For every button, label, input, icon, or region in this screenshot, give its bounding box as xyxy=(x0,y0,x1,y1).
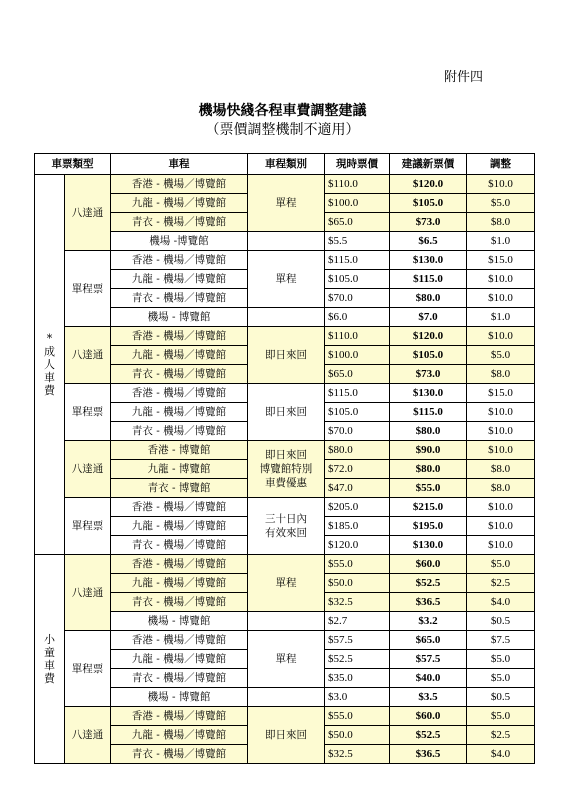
category-cell xyxy=(248,631,325,688)
section-label-char: 車 xyxy=(44,371,55,384)
table-row xyxy=(35,441,535,460)
new-fare-cell: $105.0 xyxy=(390,346,467,365)
header-adjustment: 調整 xyxy=(467,154,535,175)
adjustment-cell: $5.0 xyxy=(467,707,535,726)
adjustment-cell: $10.0 xyxy=(467,422,535,441)
current-fare-cell: $52.5 xyxy=(325,650,390,669)
new-fare-cell: $60.0 xyxy=(390,555,467,574)
table-header-row xyxy=(35,154,535,175)
category-cell xyxy=(248,555,325,612)
route-cell: 青衣 - 博覽館 xyxy=(111,479,248,498)
adjustment-cell: $4.0 xyxy=(467,593,535,612)
fare-table xyxy=(34,153,535,764)
new-fare-cell: $115.0 xyxy=(390,270,467,289)
ticket-type-cell: 八達通 xyxy=(65,555,111,631)
adjustment-cell: $15.0 xyxy=(467,251,535,270)
route-cell: 九龍 - 機場／博覽館 xyxy=(111,650,248,669)
current-fare-cell: $110.0 xyxy=(325,175,390,194)
route-cell: 香港 - 機場／博覽館 xyxy=(111,707,248,726)
section-label-char: 成 xyxy=(44,345,55,358)
category-line: 即日來回 xyxy=(265,349,307,361)
adjustment-cell: $10.0 xyxy=(467,175,535,194)
adjustment-cell: $10.0 xyxy=(467,289,535,308)
current-fare-cell: $185.0 xyxy=(325,517,390,536)
route-cell: 機場 -博覽館 xyxy=(111,232,248,251)
adjustment-cell: $8.0 xyxy=(467,365,535,384)
current-fare-cell: $57.5 xyxy=(325,631,390,650)
new-fare-cell: $65.0 xyxy=(390,631,467,650)
new-fare-cell: $36.5 xyxy=(390,593,467,612)
new-fare-cell: $36.5 xyxy=(390,745,467,764)
current-fare-cell: $2.7 xyxy=(325,612,390,631)
adjustment-cell: $5.0 xyxy=(467,346,535,365)
route-cell: 香港 - 機場／博覽館 xyxy=(111,498,248,517)
ticket-type-cell: 單程票 xyxy=(65,384,111,441)
new-fare-cell: $130.0 xyxy=(390,384,467,403)
category-line: 單程 xyxy=(275,273,297,285)
category-line: 即日來回 xyxy=(265,729,307,741)
category-cell-empty xyxy=(248,688,325,707)
adjustment-cell: $5.0 xyxy=(467,555,535,574)
adjustment-cell: $15.0 xyxy=(467,384,535,403)
new-fare-cell: $130.0 xyxy=(390,536,467,555)
adjustment-cell: $5.0 xyxy=(467,650,535,669)
current-fare-cell: $110.0 xyxy=(325,327,390,346)
ticket-type-cell: 八達通 xyxy=(65,441,111,498)
category-line: 即日來回 xyxy=(265,449,307,461)
route-cell: 青衣 - 機場／博覽館 xyxy=(111,536,248,555)
section-label-char: 車 xyxy=(44,659,55,672)
route-cell: 青衣 - 機場／博覽館 xyxy=(111,289,248,308)
current-fare-cell: $65.0 xyxy=(325,213,390,232)
section-label-char: 童 xyxy=(44,646,55,659)
table-row xyxy=(35,631,535,650)
route-cell: 青衣 - 機場／博覽館 xyxy=(111,593,248,612)
page-title: 機場快綫各程車費調整建議 xyxy=(198,103,367,119)
adjustment-cell: $2.5 xyxy=(467,726,535,745)
new-fare-cell: $57.5 xyxy=(390,650,467,669)
category-line: 單程 xyxy=(275,577,297,589)
current-fare-cell: $105.0 xyxy=(325,270,390,289)
table-row xyxy=(35,251,535,270)
new-fare-cell: $80.0 xyxy=(390,289,467,308)
route-cell: 機場 - 博覽館 xyxy=(111,612,248,631)
page-subtitle: （票價調整機制不適用） xyxy=(205,122,360,138)
header-ticket-type: 車票類型 xyxy=(35,154,111,175)
route-cell: 青衣 - 機場／博覽館 xyxy=(111,669,248,688)
ticket-type-cell: 八達通 xyxy=(65,175,111,251)
route-cell: 九龍 - 機場／博覽館 xyxy=(111,270,248,289)
table-row xyxy=(35,707,535,726)
route-cell: 機場 - 博覽館 xyxy=(111,688,248,707)
route-cell: 九龍 - 機場／博覽館 xyxy=(111,726,248,745)
category-cell xyxy=(248,707,325,764)
category-cell-empty xyxy=(248,308,325,327)
current-fare-cell: $65.0 xyxy=(325,365,390,384)
ticket-type-cell: 單程票 xyxy=(65,251,111,327)
table-row xyxy=(35,327,535,346)
route-cell: 香港 - 機場／博覽館 xyxy=(111,327,248,346)
current-fare-cell: $100.0 xyxy=(325,346,390,365)
current-fare-cell: $105.0 xyxy=(325,403,390,422)
current-fare-cell: $70.0 xyxy=(325,422,390,441)
current-fare-cell: $72.0 xyxy=(325,460,390,479)
new-fare-cell: $130.0 xyxy=(390,251,467,270)
current-fare-cell: $32.5 xyxy=(325,745,390,764)
current-fare-cell: $70.0 xyxy=(325,289,390,308)
adjustment-cell: $7.5 xyxy=(467,631,535,650)
category-line: 單程 xyxy=(275,197,297,209)
category-line: 博覽館特別 xyxy=(259,463,313,475)
adjustment-cell: $1.0 xyxy=(467,232,535,251)
category-line: 車費優惠 xyxy=(265,477,307,489)
current-fare-cell: $35.0 xyxy=(325,669,390,688)
route-cell: 青衣 - 機場／博覽館 xyxy=(111,422,248,441)
adjustment-cell: $10.0 xyxy=(467,403,535,422)
adjustment-cell: $0.5 xyxy=(467,612,535,631)
current-fare-cell: $55.0 xyxy=(325,707,390,726)
section-label-char: 小 xyxy=(44,633,55,646)
current-fare-cell: $50.0 xyxy=(325,726,390,745)
adjustment-cell: $4.0 xyxy=(467,745,535,764)
route-cell: 青衣 - 機場／博覽館 xyxy=(111,745,248,764)
category-cell-empty xyxy=(248,612,325,631)
adjustment-cell: $10.0 xyxy=(467,327,535,346)
adjustment-cell: $8.0 xyxy=(467,479,535,498)
table-row xyxy=(35,498,535,517)
current-fare-cell: $55.0 xyxy=(325,555,390,574)
category-cell xyxy=(248,175,325,232)
route-cell: 香港 - 機場／博覽館 xyxy=(111,175,248,194)
route-cell: 九龍 - 機場／博覽館 xyxy=(111,517,248,536)
new-fare-cell: $52.5 xyxy=(390,726,467,745)
adjustment-cell: $10.0 xyxy=(467,441,535,460)
adjustment-cell: $5.0 xyxy=(467,194,535,213)
current-fare-cell: $32.5 xyxy=(325,593,390,612)
current-fare-cell: $100.0 xyxy=(325,194,390,213)
route-cell: 香港 - 機場／博覽館 xyxy=(111,631,248,650)
new-fare-cell: $215.0 xyxy=(390,498,467,517)
route-cell: 機場 - 博覽館 xyxy=(111,308,248,327)
new-fare-cell: $73.0 xyxy=(390,365,467,384)
table-row xyxy=(35,175,535,194)
adjustment-cell: $1.0 xyxy=(467,308,535,327)
annex-label: 附件四 xyxy=(444,70,484,85)
current-fare-cell: $5.5 xyxy=(325,232,390,251)
section-label-char: 費 xyxy=(44,672,55,685)
header-current-fare: 現時票價 xyxy=(325,154,390,175)
category-cell-empty xyxy=(248,232,325,251)
header-route: 車程 xyxy=(111,154,248,175)
adjustment-cell: $10.0 xyxy=(467,498,535,517)
new-fare-cell: $90.0 xyxy=(390,441,467,460)
adjustment-cell: $5.0 xyxy=(467,669,535,688)
new-fare-cell: $115.0 xyxy=(390,403,467,422)
category-line: 即日來回 xyxy=(265,406,307,418)
new-fare-cell: $3.5 xyxy=(390,688,467,707)
section-label-char: 費 xyxy=(44,384,55,397)
current-fare-cell: $115.0 xyxy=(325,384,390,403)
table-row xyxy=(35,384,535,403)
route-cell: 青衣 - 機場／博覽館 xyxy=(111,213,248,232)
current-fare-cell: $50.0 xyxy=(325,574,390,593)
new-fare-cell: $6.5 xyxy=(390,232,467,251)
current-fare-cell: $205.0 xyxy=(325,498,390,517)
ticket-type-cell: 單程票 xyxy=(65,631,111,707)
new-fare-cell: $60.0 xyxy=(390,707,467,726)
ticket-type-cell: 單程票 xyxy=(65,498,111,555)
section-label xyxy=(35,175,65,555)
header-new-fare: 建議新票價 xyxy=(390,154,467,175)
section-label xyxy=(35,555,65,764)
route-cell: 九龍 - 機場／博覽館 xyxy=(111,194,248,213)
ticket-type-cell: 八達通 xyxy=(65,707,111,764)
adjustment-cell: $0.5 xyxy=(467,688,535,707)
new-fare-cell: $80.0 xyxy=(390,460,467,479)
current-fare-cell: $6.0 xyxy=(325,308,390,327)
category-cell xyxy=(248,441,325,498)
new-fare-cell: $120.0 xyxy=(390,327,467,346)
section-label-char: 人 xyxy=(44,358,55,371)
new-fare-cell: $55.0 xyxy=(390,479,467,498)
new-fare-cell: $105.0 xyxy=(390,194,467,213)
adjustment-cell: $2.5 xyxy=(467,574,535,593)
current-fare-cell: $3.0 xyxy=(325,688,390,707)
adjustment-cell: $10.0 xyxy=(467,270,535,289)
adjustment-cell: $8.0 xyxy=(467,460,535,479)
category-cell xyxy=(248,384,325,441)
route-cell: 九龍 - 機場／博覽館 xyxy=(111,346,248,365)
route-cell: 九龍 - 機場／博覽館 xyxy=(111,403,248,422)
new-fare-cell: $195.0 xyxy=(390,517,467,536)
route-cell: 青衣 - 機場／博覽館 xyxy=(111,365,248,384)
category-line: 三十日內 xyxy=(265,513,307,525)
route-cell: 九龍 - 博覽館 xyxy=(111,460,248,479)
current-fare-cell: $80.0 xyxy=(325,441,390,460)
category-line: 有效來回 xyxy=(265,527,307,539)
route-cell: 香港 - 機場／博覽館 xyxy=(111,555,248,574)
category-cell xyxy=(248,498,325,555)
table-row xyxy=(35,555,535,574)
new-fare-cell: $52.5 xyxy=(390,574,467,593)
adjustment-cell: $10.0 xyxy=(467,536,535,555)
current-fare-cell: $115.0 xyxy=(325,251,390,270)
route-cell: 香港 - 機場／博覽館 xyxy=(111,251,248,270)
current-fare-cell: $120.0 xyxy=(325,536,390,555)
new-fare-cell: $73.0 xyxy=(390,213,467,232)
route-cell: 香港 - 機場／博覽館 xyxy=(111,384,248,403)
adjustment-cell: $8.0 xyxy=(467,213,535,232)
new-fare-cell: $80.0 xyxy=(390,422,467,441)
current-fare-cell: $47.0 xyxy=(325,479,390,498)
ticket-type-cell: 八達通 xyxy=(65,327,111,384)
new-fare-cell: $3.2 xyxy=(390,612,467,631)
header-category: 車程類別 xyxy=(248,154,325,175)
section-mark: * xyxy=(46,332,53,345)
new-fare-cell: $120.0 xyxy=(390,175,467,194)
category-cell xyxy=(248,251,325,308)
route-cell: 香港 - 博覽館 xyxy=(111,441,248,460)
adjustment-cell: $10.0 xyxy=(467,517,535,536)
category-cell xyxy=(248,327,325,384)
category-line: 單程 xyxy=(275,653,297,665)
new-fare-cell: $7.0 xyxy=(390,308,467,327)
new-fare-cell: $40.0 xyxy=(390,669,467,688)
route-cell: 九龍 - 機場／博覽館 xyxy=(111,574,248,593)
